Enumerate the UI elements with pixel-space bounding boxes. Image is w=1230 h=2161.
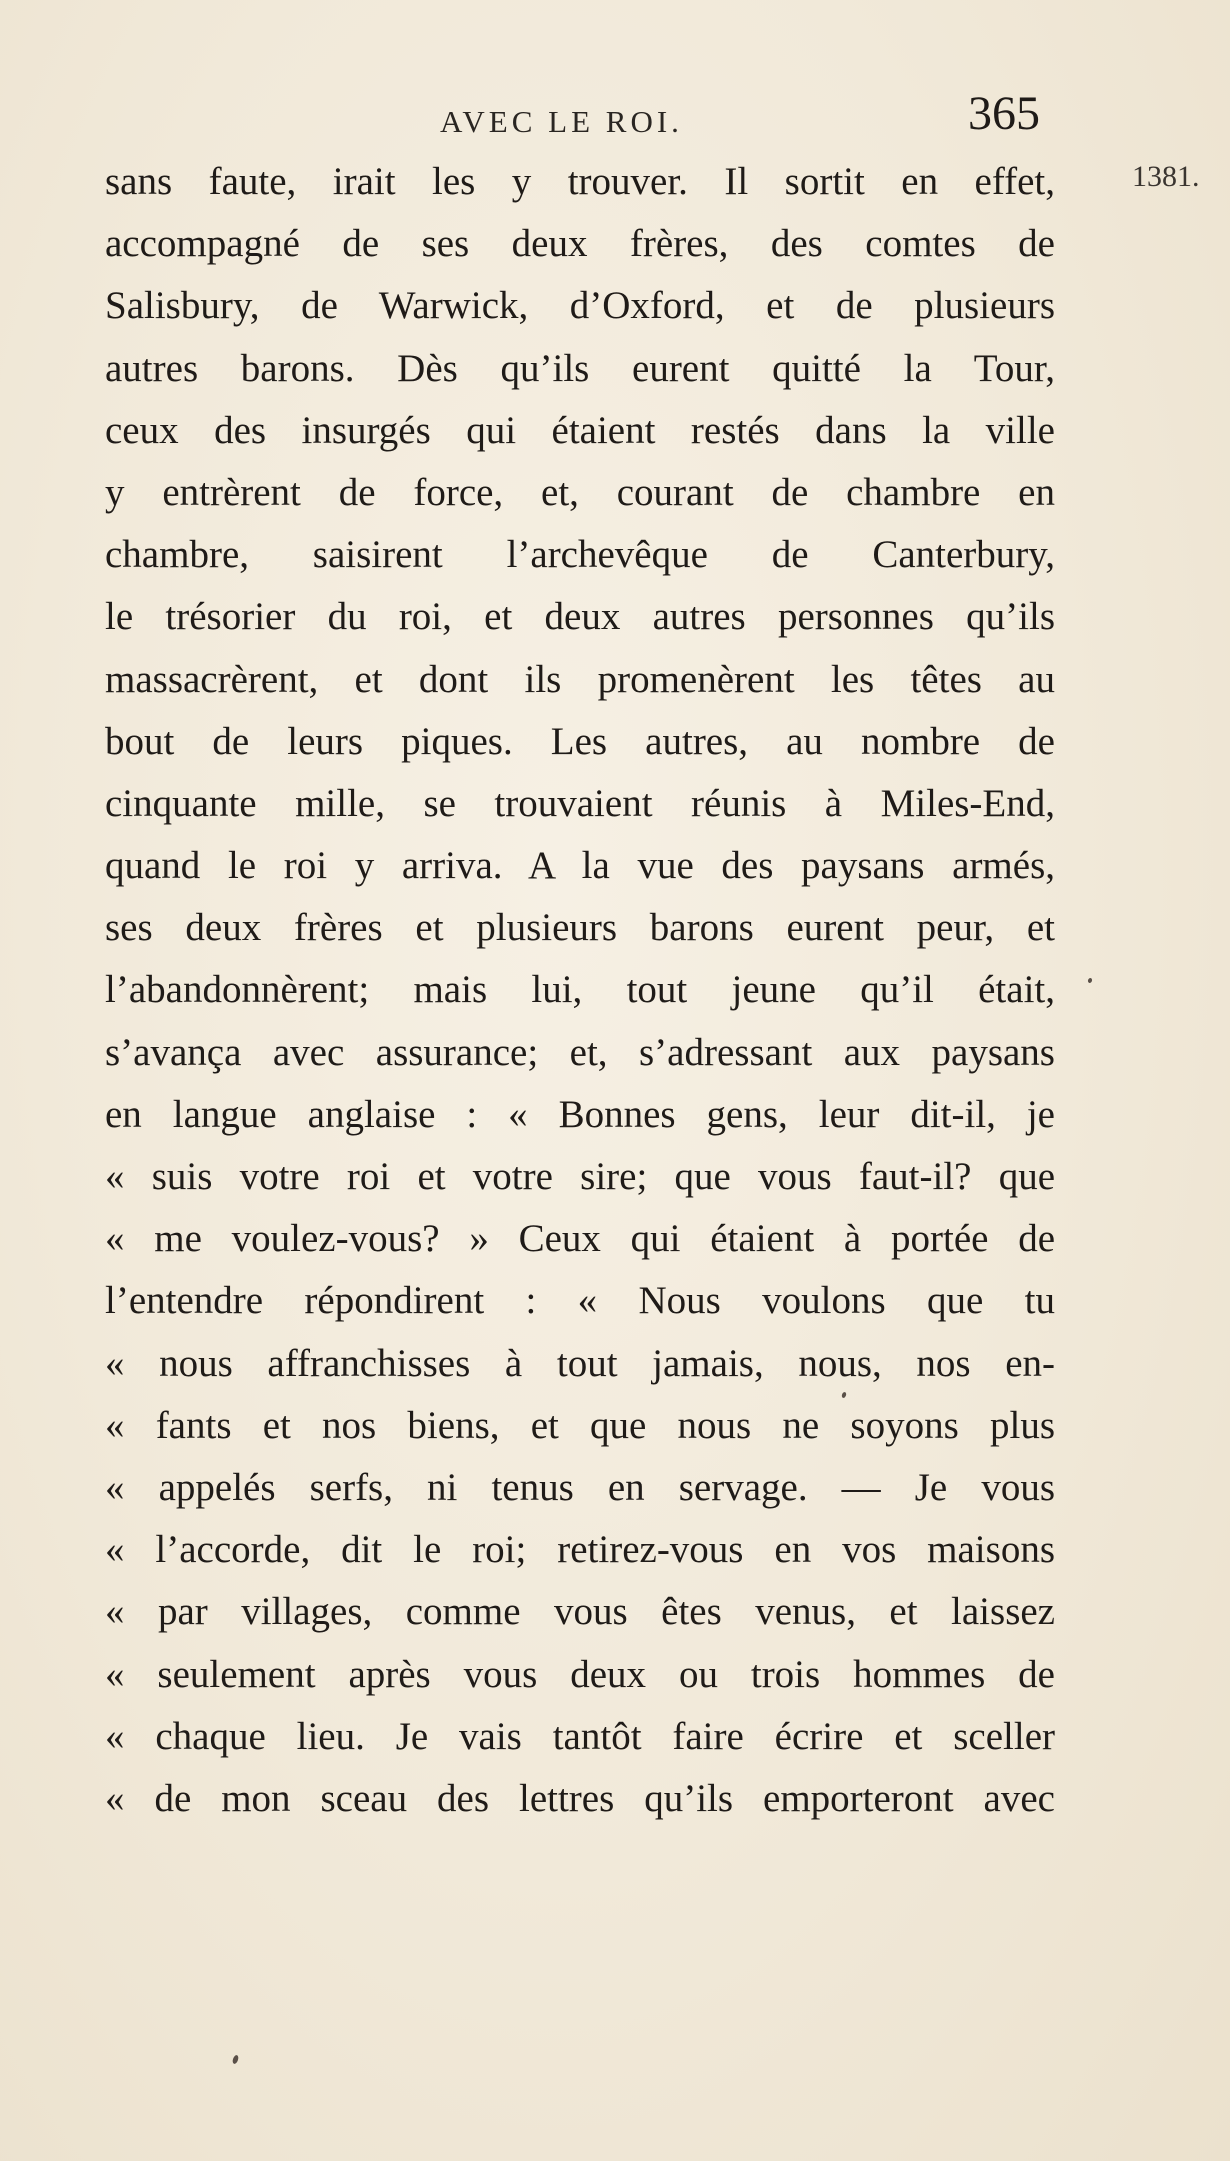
text-line: l’abandonnèrent; mais lui, tout jeune qu’il était,: [105, 968, 1055, 1012]
text-line: « l’accorde, dit le roi; retirez-vous en vos maisons: [105, 1528, 1055, 1572]
margin-date-note: 1381.: [1132, 160, 1200, 193]
text-line: cinquante mille, se trouvaient réunis à Miles-End,: [105, 781, 1055, 825]
text-line: l’entendre répondirent : « Nous voulons que tu: [105, 1279, 1055, 1323]
text-line: y entrèrent de force, et, courant de chambre en: [105, 470, 1055, 514]
text-line: quand le roi y arriva. A la vue des paysans armés,: [105, 844, 1055, 888]
text-line: « suis votre roi et votre sire; que vous faut-il? que: [105, 1155, 1055, 1198]
text-line: « par villages, comme vous êtes venus, et laissez: [105, 1590, 1055, 1634]
running-title: AVEC LE ROI.: [440, 104, 683, 139]
text-line: bout de leurs piques. Les autres, au nombre de: [105, 719, 1055, 763]
text-line: « nous affranchisses à tout jamais, nous, nos en-: [105, 1341, 1055, 1385]
text-line: Salisbury, de Warwick, d’Oxford, et de plusieurs: [105, 284, 1055, 328]
text-line: sans faute, irait les y trouver. Il sortit en effet,: [105, 160, 1055, 203]
text-line: s’avança avec assurance; et, s’adressant aux paysans: [105, 1030, 1055, 1074]
text-line: en langue anglaise : « Bonnes gens, leur dit-il, je: [105, 1092, 1055, 1136]
text-line: « chaque lieu. Je vais tantôt faire écrire et sceller: [105, 1714, 1055, 1758]
text-line: autres barons. Dès qu’ils eurent quitté la Tour,: [105, 346, 1055, 390]
text-line: « seulement après vous deux ou trois hommes de: [105, 1652, 1055, 1696]
paper-speck: [232, 2054, 240, 2064]
text-line: le trésorier du roi, et deux autres personnes qu’ils: [105, 595, 1055, 639]
text-line: massacrèrent, et dont ils promenèrent les têtes au: [105, 657, 1055, 701]
paper-speck: [1087, 977, 1092, 983]
text-line: ceux des insurgés qui étaient restés dans la ville: [105, 408, 1055, 452]
page-number: 365: [968, 87, 1040, 140]
text-line: « me voulez-vous? » Ceux qui étaient à portée de: [105, 1217, 1055, 1261]
text-line: chambre, saisirent l’archevêque de Canterbury,: [105, 533, 1055, 577]
text-line: ses deux frères et plusieurs barons eurent peur, et: [105, 906, 1055, 950]
page-header: [0, 86, 1230, 146]
body-text: [105, 151, 1055, 1830]
text-line: « de mon sceau des lettres qu’ils emporteront avec: [105, 1776, 1055, 1820]
text-line: « fants et nos biens, et que nous ne soyons plus: [105, 1403, 1055, 1447]
text-line: « appelés serfs, ni tenus en servage. — Je vous: [105, 1465, 1055, 1509]
text-line: accompagné de ses deux frères, des comtes de: [105, 222, 1055, 266]
